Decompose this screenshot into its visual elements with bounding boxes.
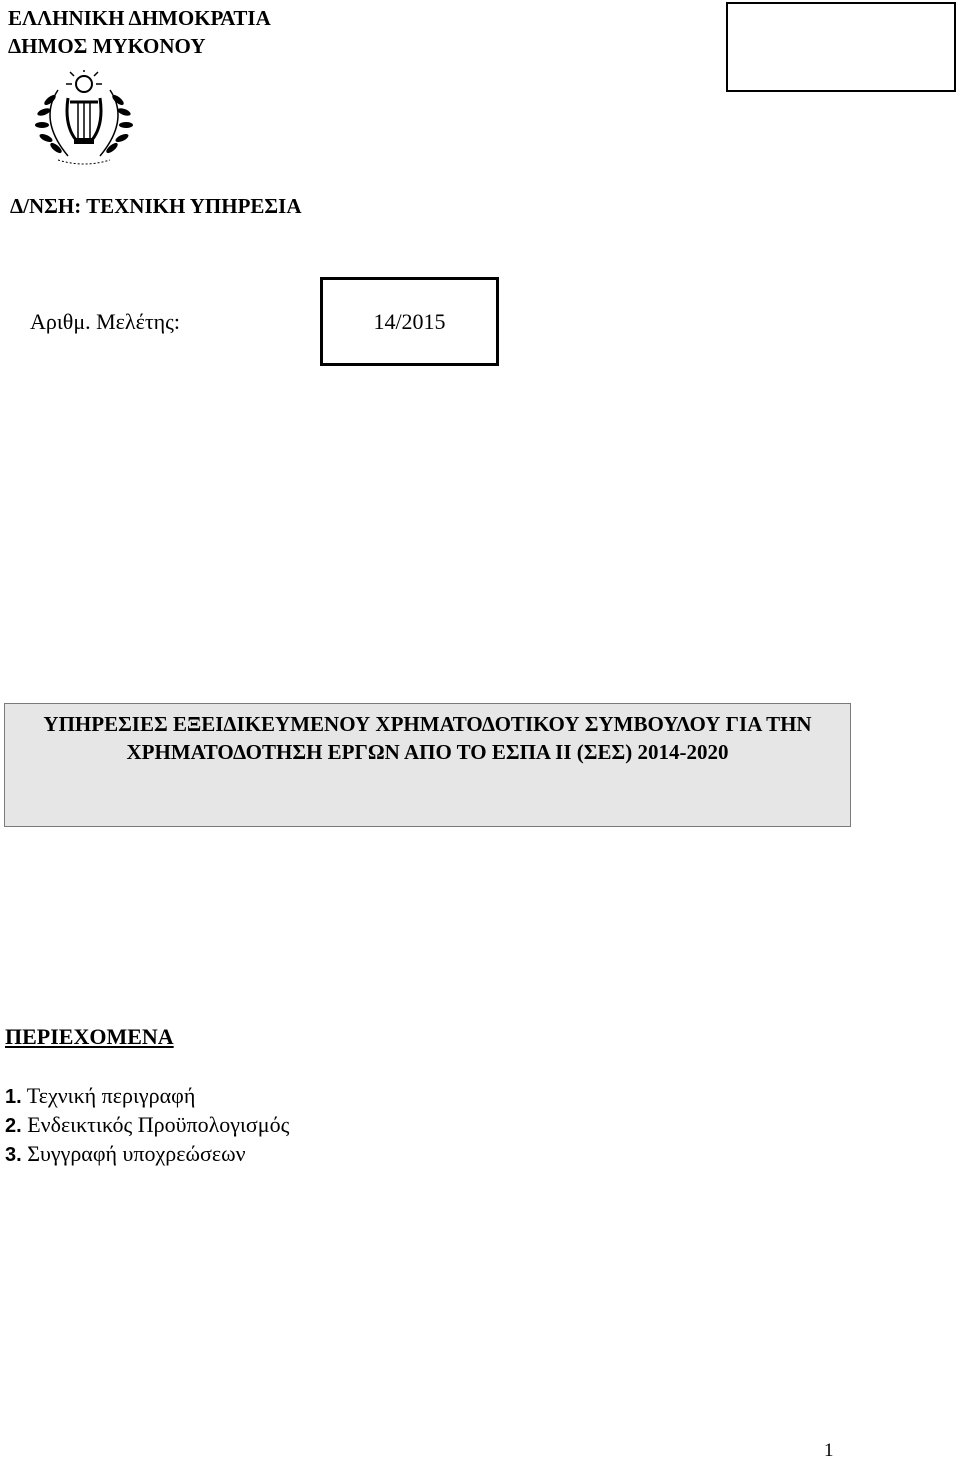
list-item-number: 3. bbox=[5, 1144, 22, 1166]
list-item-number: 1. bbox=[5, 1086, 22, 1108]
list-item-number: 2. bbox=[5, 1115, 22, 1137]
department-heading: Δ/ΝΣΗ: ΤΕΧΝΙΚΗ ΥΠΗΡΕΣΙΑ bbox=[10, 194, 302, 218]
contents-list bbox=[5, 1082, 289, 1169]
page-number: 1 bbox=[824, 1440, 834, 1461]
document-title: ΥΠΗΡΕΣΙΕΣ ΕΞΕΙΔΙΚΕΥΜΕΝΟΥ ΧΡΗΜΑΤΟΔΟΤΙΚΟΥ ΣΥΜΒΟΥΛΟΥ ΓΙΑ ΤΗΝ ΧΡΗΜΑΤΟΔΟΤΗΣΗ ΕΡΓΩΝ ΑΠΟ ΤΟ ΕΣΠΑ ΙΙ (ΣΕΣ) 2014-2020 bbox=[43, 712, 812, 764]
list-item bbox=[5, 1082, 289, 1111]
lyre-emblem-icon bbox=[28, 70, 140, 170]
list-item bbox=[5, 1111, 289, 1140]
study-number-label: Αριθμ. Μελέτης: bbox=[30, 309, 180, 334]
registry-stamp-box bbox=[726, 2, 956, 92]
list-item-text: Ενδεικτικός Προϋπολογισμός bbox=[27, 1112, 290, 1137]
contents-heading: ΠΕΡΙΕΧΟΜΕΝΑ bbox=[5, 1024, 174, 1049]
study-number-value: 14/2015 bbox=[373, 309, 446, 334]
header-line-2: ΔΗΜΟΣ ΜΥΚΟΝΟΥ bbox=[8, 34, 206, 58]
document-title-box bbox=[4, 703, 851, 827]
list-item bbox=[5, 1140, 289, 1169]
list-item-text: Συγγραφή υποχρεώσεων bbox=[27, 1141, 246, 1166]
header-line-1: ΕΛΛΗΝΙΚΗ ΔΗΜΟΚΡΑΤΙΑ bbox=[8, 6, 271, 30]
list-item-text: Τεχνική περιγραφή bbox=[26, 1083, 196, 1108]
